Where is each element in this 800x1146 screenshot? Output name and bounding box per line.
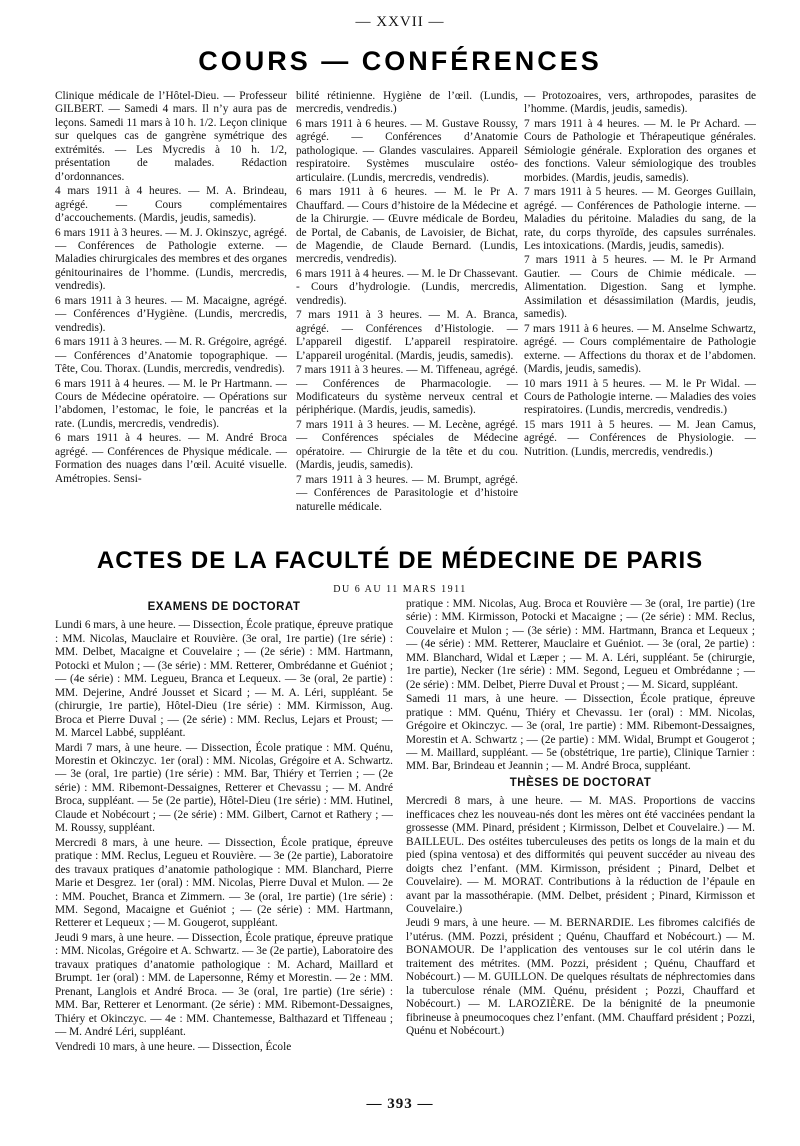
cours-paragraph: 7 mars 1911 à 3 heures. — M. Lecène, agrégé. — Conférences spéciales de Médecine opératoire. — Chirurgie de la tête et du cou. (Mardis, jeudis, samedis).: [296, 418, 518, 472]
cours-paragraph: — Protozoaires, vers, arthropodes, parasites de l’homme. (Mardis, jeudis, samedis).: [524, 90, 756, 116]
page-roman-number: — XXVII —: [355, 14, 445, 30]
cours-paragraph: 10 mars 1911 à 5 heures. — M. le Pr Widal. — Cours de Pathologie interne. — Maladies des voies respiratoires. (Lundis, mercredis, vendredis.): [524, 377, 756, 417]
cours-paragraph: bilité rétinienne. Hygiène de l’œil. (Lundis, mercredis, vendredis.): [296, 90, 518, 116]
cours-paragraph: 7 mars 1911 à 5 heures. — M. Georges Guillain, agrégé. — Conférences de Pathologie interne. — Maladies du péritoine. Maladies du sang, de la rate, du corps thyroïde, des capsules surrénales. Les intoxications. (Mardis, jeudis, samedis).: [524, 186, 756, 252]
examens-paragraph: Lundi 6 mars, à une heure. — Dissection, École pratique, épreuve pratique : MM. Nicolas, Mauclaire et Rouvière. (3e oral, 1re partie) (1re série) : MM. Delbet, Macaigne et Couvelaire ; — (2e série) : MM. Hartmann, Potocki et Mulon ; — (3e série) : MM. Retterer, Ombrédanne et Guéniot ; — (4e série) : MM. Legueu, Branca et Lequeux. — 3e (oral, 2e partie) : MM. Dejerine, André Jousset et Sicard ; — M. A. Léri, suppléant. 5e (chirurgie, 1re partie), Hôtel-Dieu (1re série) : MM. Kirmisson, Aug. Broca et Pierre Duval ; — (2e série) : MM. Reclus, Lejars et Proust; — M. Marcel Labbé, suppléant.: [55, 619, 393, 740]
cours-paragraph: 7 mars 1911 à 3 heures. — M. A. Branca, agrégé. — Conférences d’Histologie. — L’appareil digestif. L’appareil respiratoire. L’appareil urogénital. (Mardis, jeudis, samedis).: [296, 309, 518, 362]
cours-column-3: [524, 90, 756, 534]
theses-heading: THÈSES DE DOCTORAT: [509, 776, 652, 789]
examens-column: [55, 598, 393, 1096]
cours-paragraph: 6 mars 1911 à 4 heures. — M. André Broca agrégé. — Conférences de Physique médicale. — Formation des nuages dans l’œil. Acuité visuelle. Amétropies. Sensi-: [55, 432, 287, 485]
cours-paragraph: 6 mars 1911 à 6 heures. — M. le Pr A. Chauffard. — Cours d’histoire de la Médecine et de la Chirurgie. — Œuvre médicale de Bordeu, de Portal, de Cabanis, de Lavoisier, de Bichat, de Magendie, de Claude Bernard. (Lundis, mercredis, vendredis).: [296, 186, 518, 266]
cours-paragraph: 7 mars 1911 à 3 heures. — M. Brumpt, agrégé. — Conférences de Parasitologie et d’histoire naturelle médicale.: [296, 473, 518, 513]
cours-paragraph: 4 mars 1911 à 4 heures. — M. A. Brindeau, agrégé. — Cours complémentaires d’accouchements. (Mardis, jeudis, samedis).: [55, 185, 287, 225]
section-subtitle-dates: DU 6 AU 11 MARS 1911: [333, 584, 467, 595]
section-title-cours: COURS — CONFÉRENCES: [198, 46, 602, 76]
cours-paragraph: 15 mars 1911 à 5 heures. — M. Jean Camus, agrégé. — Conférences de Physiologie. — Nutrition. (Lundis, mercredis, vendredis.): [524, 418, 756, 458]
section-title-actes: ACTES DE LA FACULTÉ DE MÉDECINE DE PARIS: [96, 547, 704, 574]
theses-column: [406, 598, 755, 1096]
examens-paragraph: Vendredi 10 mars, à une heure. — Dissection, École: [55, 1040, 292, 1053]
cours-paragraph: Clinique médicale de l’Hôtel-Dieu. — Professeur GILBERT. — Samedi 4 mars. Il n’y aura pas de leçons. Samedi 11 mars à 10 h. 1/2. Leçon clinique sur quelques cas de gangrène symétrique des extrémités. — Les Mycredis à 10 h. 1/2, présentation de malades. Rédaction d’ordonnances.: [55, 90, 287, 183]
theses-paragraph: Mercredi 8 mars, à une heure. — M. MAS. Proportions de vaccins inefficaces chez les nouveau-nés dont les mères ont été vaccinées pendant la grossesse (MM. Pinard, président ; Kirmisson, Delbet et Couvelaire.) — M. BAILLEUL. Des ostéites tuberculeuses des petits os longs de la main et du pied (spina ventosa) et des difformités qui peuvent succéder au niveau des doigts chez l’enfant. (MM. Kirmisson, président ; Pinard, Delbet et Couvelaire). — M. MORAT. Contributions à la réduction de l’épaule en avant par la massothérapie. (MM. Delbet, président ; Pinard, Kirmisson et Couvelaire.): [406, 795, 755, 915]
cours-paragraph: 7 mars 1911 à 6 heures. — M. Anselme Schwartz, agrégé. — Cours complémentaire de Pathologie externe. — Affections du thorax et de l’abdomen. (Mardis, jeudis, samedis).: [524, 322, 756, 376]
cours-paragraph: 6 mars 1911 à 3 heures. — M. Macaigne, agrégé. — Conférences d’Hygiène. (Lundis, mercredis, vendredis).: [55, 294, 287, 334]
cours-column-2: [296, 90, 518, 534]
examens-heading: EXAMENS DE DOCTORAT: [147, 601, 301, 613]
cours-paragraph: 7 mars 1911 à 5 heures. — M. le Pr Armand Gautier. — Cours de Chimie médicale. — Alimentation. Digestion. Sang et lymphe. Assimilation et désassimilation (Mardis, jeudis, samedis).: [524, 254, 756, 321]
cours-paragraph: 7 mars 1911 à 3 heures. — M. Tiffeneau, agrégé. — Conférences de Pharmacologie. — Modificateurs du système nerveux central et périphérique. (Mardis, jeudis, samedis).: [296, 364, 518, 417]
examens-paragraph: Mercredi 8 mars, à une heure. — Dissection, École pratique, épreuve pratique : MM. Reclus, Legueu et Rouvière. — 3e (2e partie), Laboratoire des travaux pratiques d’anatomie pathologique : MM. Blanchard, Pierre Marie et Desgrez. 1er (oral) : MM. Nicolas, Pierre Duval et Mulon. — 2e : MM. Pouchet, Branca et Zimmern. — 3e (oral, 1re partie) (1re série) : MM. Segond, Macaigne et Guéniot ; — (2e série) : MM. Hartmann, Retterer et Lequeux ; — M. Gougerot, suppléant.: [55, 836, 393, 930]
cours-column-1: [55, 90, 287, 534]
examens-paragraph: Samedi 11 mars, à une heure. — Dissection, École pratique, épreuve pratique : MM. Quénu, Thiéry et Chevassu. 1er (oral) : MM. Nicolas, Grégoire et Okinczyc. — 3e (oral, 1re partie) : MM. Ribemont-Dessaignes, Morestin et A. Schwartz ; — (2e partie) : MM. Widal, Brumpt et Gougerot ; — M. Maillard, suppléant. — 5e (obstétrique, 1re partie), Clinique Tarnier : MM. Bar, Brindeau et Jeannin ; — M. André Broca, suppléant.: [406, 693, 755, 773]
cours-paragraph: 6 mars 1911 à 4 heures. — M. le Pr Hartmann. — Cours de Médecine opératoire. — Opérations sur l’abdomen, l’estomac, le foie, le pancréas et la rate. (Lundis, mercredis, vendredis).: [55, 377, 287, 430]
examens-paragraph: Jeudi 9 mars, à une heure. — Dissection, École pratique, épreuve pratique : MM. Nicolas, Grégoire et A. Schwartz. — 3e (2e partie), Laboratoire des travaux pratiques d’anatomie pathologique : M. Achard, Maillard et Brumpt. 1er (oral) : MM. de Lapersonne, Rémy et Morestin. — 2e : MM. Prenant, Langlois et André Broca. — 3e (oral, 1re partie) (1re série) : MM. Bar, Retterer et Lenormant. (2e série) : MM. Ribemont-Dessaignes, Thiéry et Okinczyc. — 4e : MM. Chantemesse, Balthazard et Tiffeneau ; — M. André Léri, suppléant.: [55, 931, 393, 1039]
cours-paragraph: 7 mars 1911 à 4 heures. — M. le Pr Achard. — Cours de Pathologie et Thérapeutique générales. Sémiologie générale. Exploration des organes et des fonctions. Valeur sémiologique des troubles morbides. (Mardis, jeudis, samedis).: [524, 117, 756, 184]
examens-paragraph: pratique : MM. Nicolas, Aug. Broca et Rouvière — 3e (oral, 1re partie) (1re série) : MM. Kirmisson, Potocki et Macaigne ; — (2e série) : MM. Reclus, Couvelaire et Mulon ; — (3e série) : MM. Hartmann, Branca et Lequeux ; — (4e série) : MM. Retterer, Mauclaire et Guéniot. — 3e (oral, 2e partie) : MM. Blanchard, Widal et Læper ; — M. A. Léri, suppléant. 5e (chirurgie, 1re partie), Necker (1re série) : MM. Segond, Legueu et Ombrédanne ; — (2e série) : MM. Delbet, Pierre Duval et Proust ; — M. Sicard, suppléant.: [406, 598, 755, 691]
cours-paragraph: 6 mars 1911 à 6 heures. — M. Gustave Roussy, agrégé. — Conférences d’Anatomie pathologique. — Glandes vasculaires. Appareil respiratoire. Systèmes musculaire ostéo-articulaire. (Lundis, mercredis, vendredis).: [296, 117, 518, 184]
cours-paragraph: 6 mars 1911 à 3 heures. — M. J. Okinszyc, agrégé. — Conférences de Pathologie externe. — Maladies chirurgicales des membres et des organes génitourinaires de l’homme. (Lundis, mercredis, vendredis).: [55, 226, 287, 293]
cours-paragraph: 6 mars 1911 à 3 heures. — M. R. Grégoire, agrégé. — Conférences d’Anatomie topographique. — Tête, Cou. Thorax. (Lundis, mercredis, vendredis).: [55, 336, 287, 376]
cours-paragraph: 6 mars 1911 à 4 heures. — M. le Dr Chassevant. - Cours d’hydrologie. (Lundis, mercredis, vendredis).: [296, 267, 518, 307]
page-number: — 393 —: [366, 1096, 434, 1112]
examens-paragraph: Mardi 7 mars, à une heure. — Dissection, École pratique : MM. Quénu, Morestin et Okinczyc. 1er (oral) : MM. Nicolas, Grégoire et A. Schwartz. — 3e (oral, 1re partie) (1re série) : MM. Bar, Thiéry et Terrien ; — (2e série) : MM. Ribemont-Dessaignes, Retterer et Chevassu ; — M. André Broca, suppléant. — 5e (2e partie), Hôtel-Dieu (1re série) : MM. Hutinel, Claude et Nobécourt ; — (2e série) : MM. Gilbert, Carnot et Rathery ; — M. Roussy, suppléant.: [55, 741, 393, 835]
theses-paragraph: Jeudi 9 mars, à une heure. — M. BERNARDIE. Les fibromes calcifiés de l’utérus. (MM. Pozzi, président ; Quénu, Chauffard et Nobécourt.) — M. BONAMOUR. De l’application des ventouses sur le col utérin dans le traitement des métrites. (MM. Pozzi, président ; Quénu, Chauffard et Nobécourt.) — M. GUILLON. De quelques résultats de néphrectomies dans la tuberculose rénale (MM. Quénu, président ; Pozzi, Chauffard et Nobécourt.) — M. LAROZIÈRE. De la bénignité de la pneumonie fibrineuse à pneumocoques chez l’enfant. (MM. Chauffard président ; Pozzi, Quénu et Nobécourt.): [406, 917, 755, 1038]
